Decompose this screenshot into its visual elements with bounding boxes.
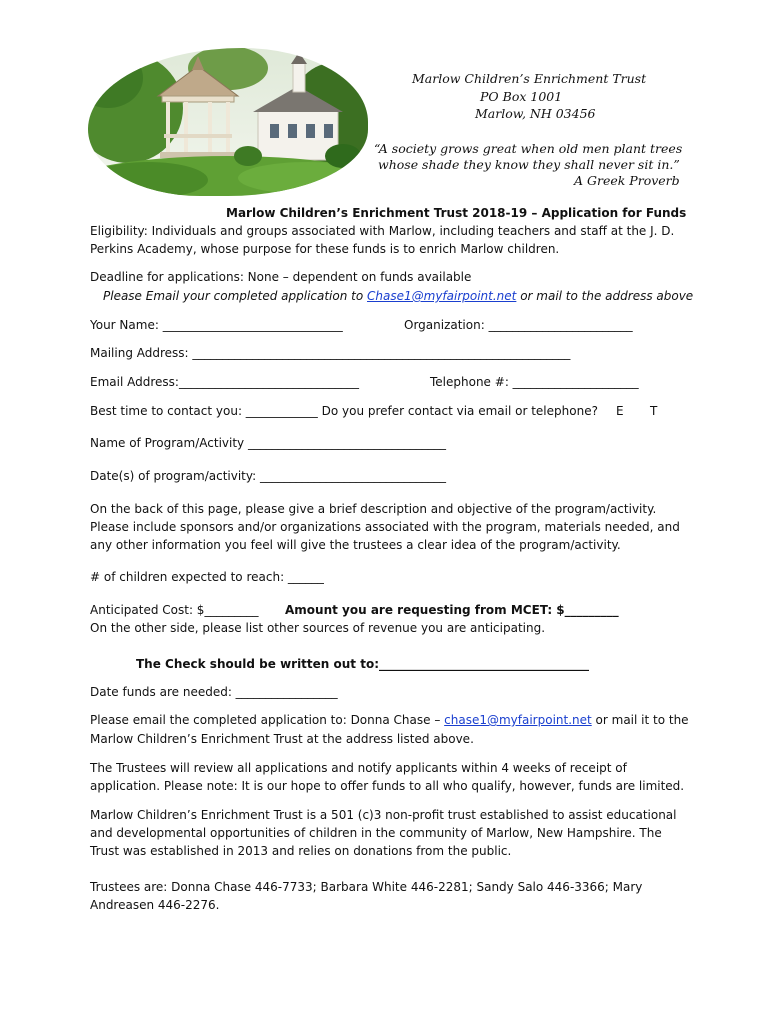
deadline-text: Deadline for applications: None – dependent on funds available xyxy=(90,270,472,284)
date-needed-field[interactable]: Date funds are needed: _________________ xyxy=(90,685,338,699)
city-line: Marlow, NH 03456 xyxy=(475,106,596,121)
description-line-3: any other information you feel will give the trustees a clear idea of the program/activity. xyxy=(90,538,621,552)
email-instruction-after: or mail to the address above xyxy=(516,289,694,303)
program-dates-field[interactable]: Date(s) of program/activity: _______________________________ xyxy=(90,469,446,483)
closing-email-before: Please email the completed application to: Donna Chase – xyxy=(90,713,445,727)
anticipated-cost-field[interactable]: Anticipated Cost: $_________ xyxy=(90,603,259,617)
po-box: PO Box 1001 xyxy=(480,89,563,104)
email-link[interactable]: Chase1@myfairpoint.net xyxy=(367,289,517,303)
closing-email-line-1 xyxy=(90,711,689,729)
eligibility-line-1: Eligibility: Individuals and groups associated with Marlow, including teachers and staff at the J. D. xyxy=(90,224,675,238)
children-count-field[interactable]: # of children expected to reach: ______ xyxy=(90,570,324,584)
your-name-field[interactable]: Your Name: ______________________________ xyxy=(90,318,343,332)
option-email[interactable]: E xyxy=(616,404,624,418)
other-sources-note: On the other side, please list other sources of revenue you are anticipating. xyxy=(90,621,546,635)
organization-field[interactable]: Organization: ________________________ xyxy=(404,318,633,332)
description-line-1: On the back of this page, please give a brief description and objective of the program/activity. xyxy=(90,502,657,516)
quote-attribution: A Greek Proverb xyxy=(574,173,680,188)
gazebo-photo xyxy=(88,48,368,196)
telephone-field[interactable]: Telephone #: _____________________ xyxy=(430,375,639,389)
about-line-1: Marlow Children’s Enrichment Trust is a 501 (c)3 non-profit trust established to assist educational xyxy=(90,808,677,822)
requested-amount-field[interactable]: Amount you are requesting from MCET: $_________ xyxy=(285,603,619,617)
about-line-3: Trust was established in 2013 and relies on donations from the public. xyxy=(90,844,512,858)
org-name-header: Marlow Children’s Enrichment Trust xyxy=(412,71,647,86)
quote-line-1: “A society grows great when old men plant trees xyxy=(374,141,683,156)
description-line-2: Please include sponsors and/or organizations associated with the program, materials needed, and xyxy=(90,520,680,534)
closing-email-line-2: Marlow Children’s Enrichment Trust at the address listed above. xyxy=(90,732,474,746)
trustees-line-2: Andreasen 446-2276. xyxy=(90,898,220,912)
mailing-address-field[interactable]: Mailing Address: _______________________________________________________________ xyxy=(90,346,571,360)
page-title: Marlow Children’s Enrichment Trust 2018-19 – Application for Funds xyxy=(226,206,687,220)
closing-email-after: or mail it to the xyxy=(591,713,689,727)
best-time-field[interactable]: Best time to contact you: ____________ Do you prefer contact via email or telephone? xyxy=(90,404,598,418)
review-line-2: application. Please note: It is our hope to offer funds to all who qualify, however, funds are limited. xyxy=(90,779,685,793)
review-line-1: The Trustees will review all applications and notify applicants within 4 weeks of receipt of xyxy=(90,761,627,775)
option-telephone[interactable]: T xyxy=(650,404,658,418)
email-instruction-before: Please Email your completed application to xyxy=(103,289,368,303)
email-address-field[interactable]: Email Address:______________________________ xyxy=(90,375,359,389)
about-line-2: and developmental opportunities of children in the community of Marlow, New Hampshire. The xyxy=(90,826,662,840)
quote-line-2: whose shade they know they shall never sit in.” xyxy=(378,157,680,172)
check-payable-field[interactable]: The Check should be written out to:___________________________________ xyxy=(136,657,589,671)
program-name-field[interactable]: Name of Program/Activity _________________________________ xyxy=(90,436,446,450)
trustees-line-1: Trustees are: Donna Chase 446-7733; Barbara White 446-2281; Sandy Salo 446-3366; Mary xyxy=(90,880,643,894)
email-instruction xyxy=(103,287,693,305)
eligibility-line-2: Perkins Academy, whose purpose for these funds is to enrich Marlow children. xyxy=(90,242,560,256)
closing-email-link[interactable]: chase1@myfairpoint.net xyxy=(444,713,592,727)
